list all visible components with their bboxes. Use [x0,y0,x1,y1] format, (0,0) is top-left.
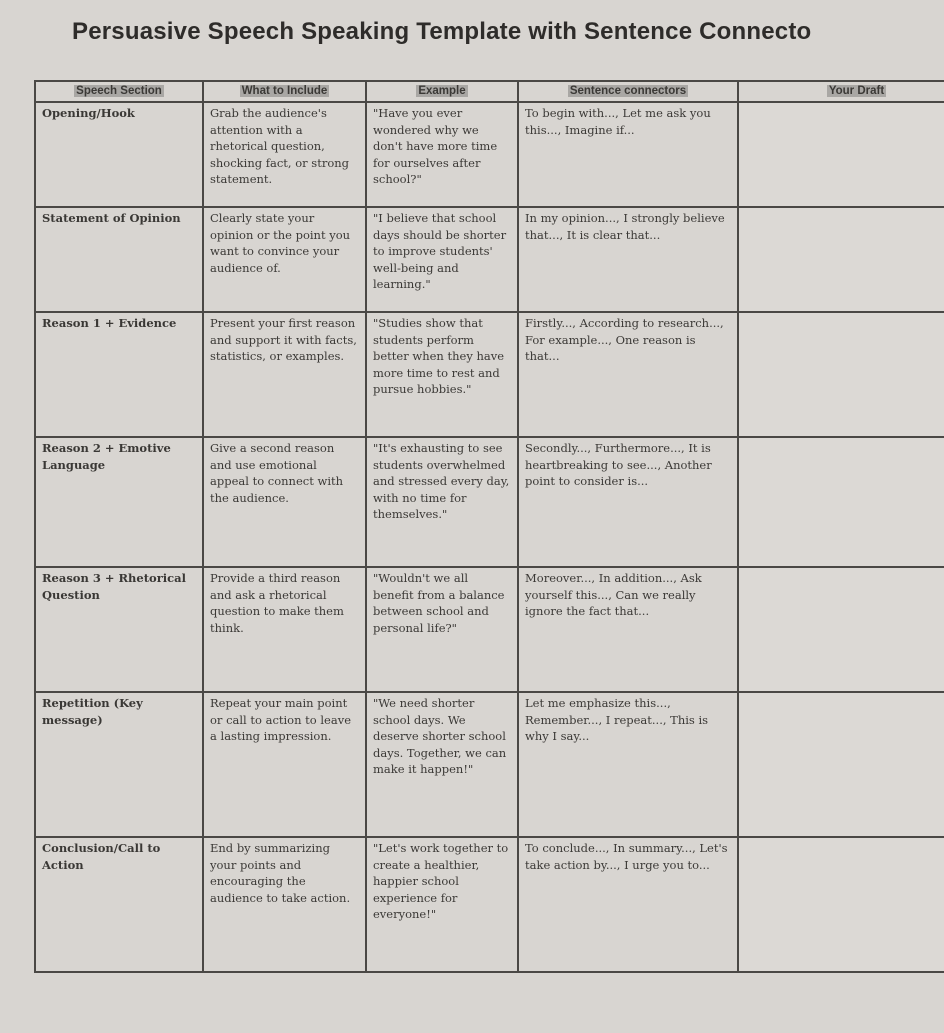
table-row [35,102,944,207]
header-example [366,81,518,102]
connectors-cell: Firstly..., According to research..., For example..., One reason is that... [518,312,738,437]
example-cell: "Have you ever wondered why we don't have more time for ourselves after school?" [366,102,518,207]
example-cell: "Let's work together to create a healthier, happier school experience for everyone!" [366,837,518,972]
table-row [35,567,944,692]
header-label: Example [418,85,466,97]
section-cell: Statement of Opinion [35,207,203,312]
header-label: Sentence connectors [569,85,687,97]
section-cell: Conclusion/Call to Action [35,837,203,972]
header-speech-section [35,81,203,102]
connectors-cell: To conclude..., In summary..., Let's take action by..., I urge you to... [518,837,738,972]
header-sentence-connectors [518,81,738,102]
include-cell: Grab the audience's attention with a rhetorical question, shocking fact, or strong statement. [203,102,366,207]
header-your-draft [738,81,944,102]
table-row [35,692,944,837]
include-cell: Provide a third reason and ask a rhetorical question to make them think. [203,567,366,692]
connectors-cell: Moreover..., In addition..., Ask yourself this..., Can we really ignore the fact that... [518,567,738,692]
section-cell: Reason 2 + Emotive Language [35,437,203,567]
section-cell: Repetition (Key message) [35,692,203,837]
section-cell: Opening/Hook [35,102,203,207]
table-header-row [35,81,944,102]
section-cell: Reason 3 + Rhetorical Question [35,567,203,692]
example-cell: "We need shorter school days. We deserve shorter school days. Together, we can make it happen!" [366,692,518,837]
draft-cell[interactable] [738,437,944,567]
include-cell: Present your first reason and support it with facts, statistics, or examples. [203,312,366,437]
draft-cell[interactable] [738,837,944,972]
draft-cell[interactable] [738,692,944,837]
connectors-cell: Let me emphasize this..., Remember..., I repeat..., This is why I say... [518,692,738,837]
header-what-to-include [203,81,366,102]
table-row [35,312,944,437]
table-row [35,207,944,312]
include-cell: Repeat your main point or call to action to leave a lasting impression. [203,692,366,837]
draft-cell[interactable] [738,567,944,692]
connectors-cell: Secondly..., Furthermore..., It is heartbreaking to see..., Another point to consider is... [518,437,738,567]
connectors-cell: To begin with..., Let me ask you this..., Imagine if... [518,102,738,207]
connectors-cell: In my opinion..., I strongly believe that..., It is clear that... [518,207,738,312]
draft-cell[interactable] [738,207,944,312]
page-title: Persuasive Speech Speaking Template with Sentence Connecto [72,18,812,45]
example-cell: "I believe that school days should be shorter to improve students' well-being and learning." [366,207,518,312]
include-cell: Give a second reason and use emotional appeal to connect with the audience. [203,437,366,567]
section-cell: Reason 1 + Evidence [35,312,203,437]
example-cell: "Wouldn't we all benefit from a balance between school and personal life?" [366,567,518,692]
header-label: Your Draft [828,85,885,97]
draft-cell[interactable] [738,312,944,437]
header-label: Speech Section [76,85,162,97]
header-label: What to Include [241,85,328,97]
draft-cell[interactable] [738,102,944,207]
include-cell: End by summarizing your points and encouraging the audience to take action. [203,837,366,972]
table-row [35,837,944,972]
example-cell: "It's exhausting to see students overwhelmed and stressed every day, with no time for themselves." [366,437,518,567]
speech-template-table [34,80,944,973]
include-cell: Clearly state your opinion or the point you want to convince your audience of. [203,207,366,312]
example-cell: "Studies show that students perform better when they have more time to rest and pursue hobbies." [366,312,518,437]
table-row [35,437,944,567]
